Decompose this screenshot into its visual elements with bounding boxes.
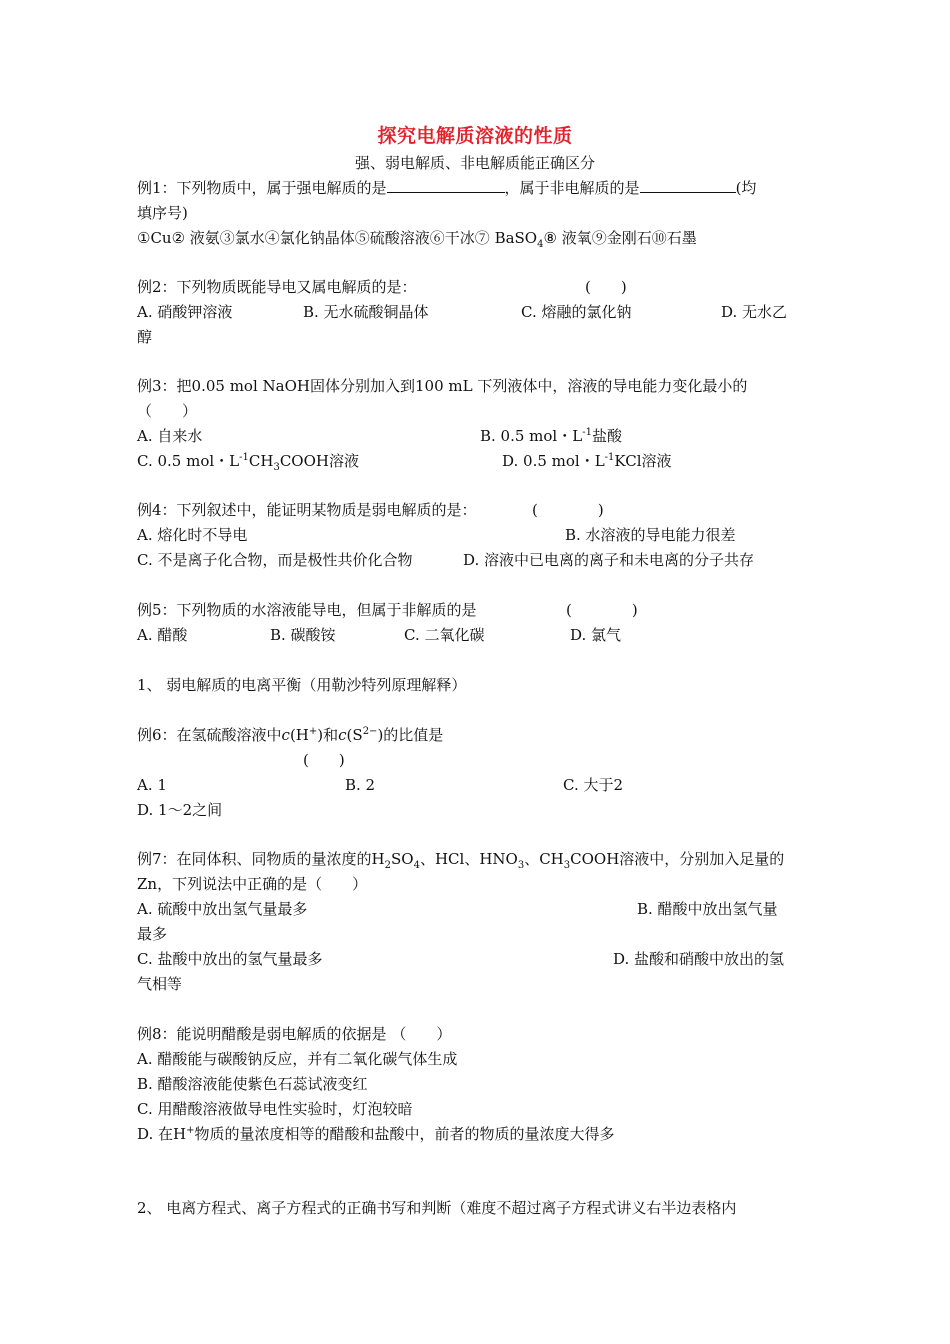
q6-option-b: B. 2 — [345, 776, 376, 794]
page-subtitle: 强、弱电解质、非电解质能正确区分 — [354, 154, 595, 172]
q1-items: ①Cu② 液氨③氯水④氯化钠晶体⑤硫酸溶液⑥干冰⑦ BaSO — [137, 229, 538, 247]
q8-option-c: C. 用醋酸溶液做导电性实验时，灯泡较暗 — [137, 1100, 413, 1118]
q6-c1: c — [281, 726, 290, 744]
q7-sub-4: 3 — [563, 860, 571, 871]
q6-option-a: A. 1 — [137, 776, 167, 794]
q2-stem: 例2：下列物质既能导电又属电解质的是： — [137, 278, 417, 296]
q4-option-d: D. 溶液中已电离的离子和未电离的分子共存 — [463, 551, 755, 569]
q3-option-c — [137, 451, 359, 471]
q6-option-d: D. 1～2之间 — [137, 801, 223, 819]
q5-option-a: A. 醋酸 — [137, 626, 188, 644]
q7-text-3: 、CH — [524, 850, 564, 868]
q7-option-b: B. 醋酸中放出氢气量 — [637, 900, 778, 918]
q2-option-d-cont: 醇 — [137, 328, 153, 346]
q4-option-b: B. 水溶液的导电能力很差 — [565, 526, 736, 544]
q5-stem: 例5：下列物质的水溶液能导电，但属于非解质的是 — [137, 601, 477, 619]
q3-c-post: COOH溶液 — [279, 452, 359, 470]
q3-c-mid: CH — [248, 452, 274, 470]
q6-stem-a: 例6：在氢硫酸溶液中 — [137, 726, 282, 744]
q2-option-c: C. 熔融的氯化钠 — [521, 303, 632, 321]
q6-c2: c — [338, 726, 347, 744]
q7-option-b-cont: 最多 — [137, 925, 168, 943]
q7-stem-a: 例7：在同体积、同物质的量浓度的H — [137, 850, 385, 868]
q7-option-a: A. 硫酸中放出氢气量最多 — [137, 900, 308, 918]
section-2-heading: 2、 电离方程式、离子方程式的正确书写和判断（难度不超过离子方程式讲义右半边表格内 — [137, 1199, 737, 1217]
q1-line3 — [137, 228, 697, 248]
q8-d-pre: D. 在H — [137, 1125, 187, 1143]
q8-option-a: A. 醋酸能与碳酸钠反应，并有二氧化碳气体生成 — [137, 1050, 458, 1068]
q7-option-c: C. 盐酸中放出的氢气量最多 — [137, 950, 323, 968]
q7-stem-b: Zn，下列说法中正确的是（ ） — [137, 875, 368, 893]
q4-stem: 例4：下列叙述中，能证明某物质是弱电解质的是： — [137, 501, 477, 519]
q3-option-b — [480, 426, 622, 446]
q7-sub-1: 2 — [384, 860, 392, 871]
q1-items-sub: 4 — [537, 239, 544, 250]
q4-option-a: A. 熔化时不导电 — [137, 526, 248, 544]
q5-answer-paren: ( ) — [566, 601, 638, 619]
section-1-heading: 1、 弱电解质的电离平衡（用勒沙特列原理解释） — [137, 676, 467, 694]
q3-c-pre: C. 0.5 mol・L — [137, 452, 240, 470]
q2-option-b: B. 无水硫酸铜晶体 — [303, 303, 429, 321]
q1-stem-c: (均 — [735, 179, 757, 197]
q1-blank-strong[interactable] — [387, 177, 505, 193]
q1-items-tail: ⑧ 液氧⑨金刚石⑩石墨 — [543, 229, 697, 247]
q1-line2: 填序号) — [137, 204, 188, 222]
q6-s-pre: (S — [346, 726, 363, 744]
q2-answer-paren: ( ) — [585, 278, 627, 296]
q6-h-sup: + — [308, 726, 318, 737]
q4-option-c: C. 不是离子化合物，而是极性共价化合物 — [137, 551, 413, 569]
q6-stem — [137, 725, 443, 745]
q7-text-2: 、HCl、HNO — [419, 850, 518, 868]
q3-d-sup: -1 — [604, 452, 615, 463]
q8-d-post: 物质的量浓度相等的醋酸和盐酸中，前者的物质的量浓度大得多 — [194, 1125, 615, 1143]
q3-b-post: 盐酸 — [591, 427, 622, 445]
q5-option-b: B. 碳酸铵 — [270, 626, 336, 644]
q6-option-c: C. 大于2 — [563, 776, 624, 794]
q1-line1 — [137, 177, 756, 198]
q3-option-d — [502, 451, 672, 471]
q3-answer-paren: （ ） — [137, 402, 198, 420]
q6-h-pre: (H — [289, 726, 309, 744]
page-title: 探究电解质溶液的性质 — [377, 125, 573, 147]
q8-d-sup: + — [186, 1125, 195, 1136]
q8-option-b: B. 醋酸溶液能使紫色石蕊试液变红 — [137, 1075, 368, 1093]
q3-b-pre: B. 0.5 mol・L — [480, 427, 583, 445]
q1-stem-a: 例1：下列物质中，属于强电解质的是 — [137, 179, 387, 197]
q5-option-c: C. 二氧化碳 — [404, 626, 485, 644]
q7-text-1: SO — [391, 850, 414, 868]
q7-sub-2: 4 — [413, 860, 420, 871]
q6-h-post: )和 — [317, 726, 339, 744]
q6-answer-paren: ( ) — [303, 751, 345, 769]
q1-blank-non[interactable] — [640, 177, 736, 193]
q3-c-sub: 3 — [273, 462, 280, 473]
q4-answer-paren: ( ) — [532, 501, 604, 519]
q8-stem: 例8：能说明醋酸是弱电解质的依据是 （ ） — [137, 1025, 452, 1043]
q7-stem — [137, 849, 784, 869]
q7-sub-3: 3 — [517, 860, 525, 871]
q3-d-pre: D. 0.5 mol・L — [502, 452, 605, 470]
q3-d-post: KCl溶液 — [614, 452, 672, 470]
q7-text-4: COOH溶液中，分别加入足量的 — [570, 850, 785, 868]
q3-b-sup: -1 — [582, 427, 592, 438]
q7-option-d-cont: 气相等 — [137, 975, 183, 993]
q2-option-a: A. 硝酸钾溶液 — [137, 303, 233, 321]
q6-s-sup: 2− — [362, 726, 378, 737]
q2-option-d: D. 无水乙 — [721, 303, 788, 321]
q6-s-post: )的比值是 — [377, 726, 444, 744]
q1-stem-b: ，属于非电解质的是 — [504, 179, 640, 197]
q3-stem: 例3：把0.05 mol NaOH固体分别加入到100 mL 下列液体中，溶液的导电能力变化最小的 — [137, 377, 748, 395]
q8-option-d — [137, 1124, 615, 1144]
q7-option-d: D. 盐酸和硝酸中放出的氢 — [613, 950, 785, 968]
q3-option-a: A. 自来水 — [137, 427, 203, 445]
q5-option-d: D. 氯气 — [570, 626, 622, 644]
q3-c-sup: -1 — [239, 452, 249, 463]
